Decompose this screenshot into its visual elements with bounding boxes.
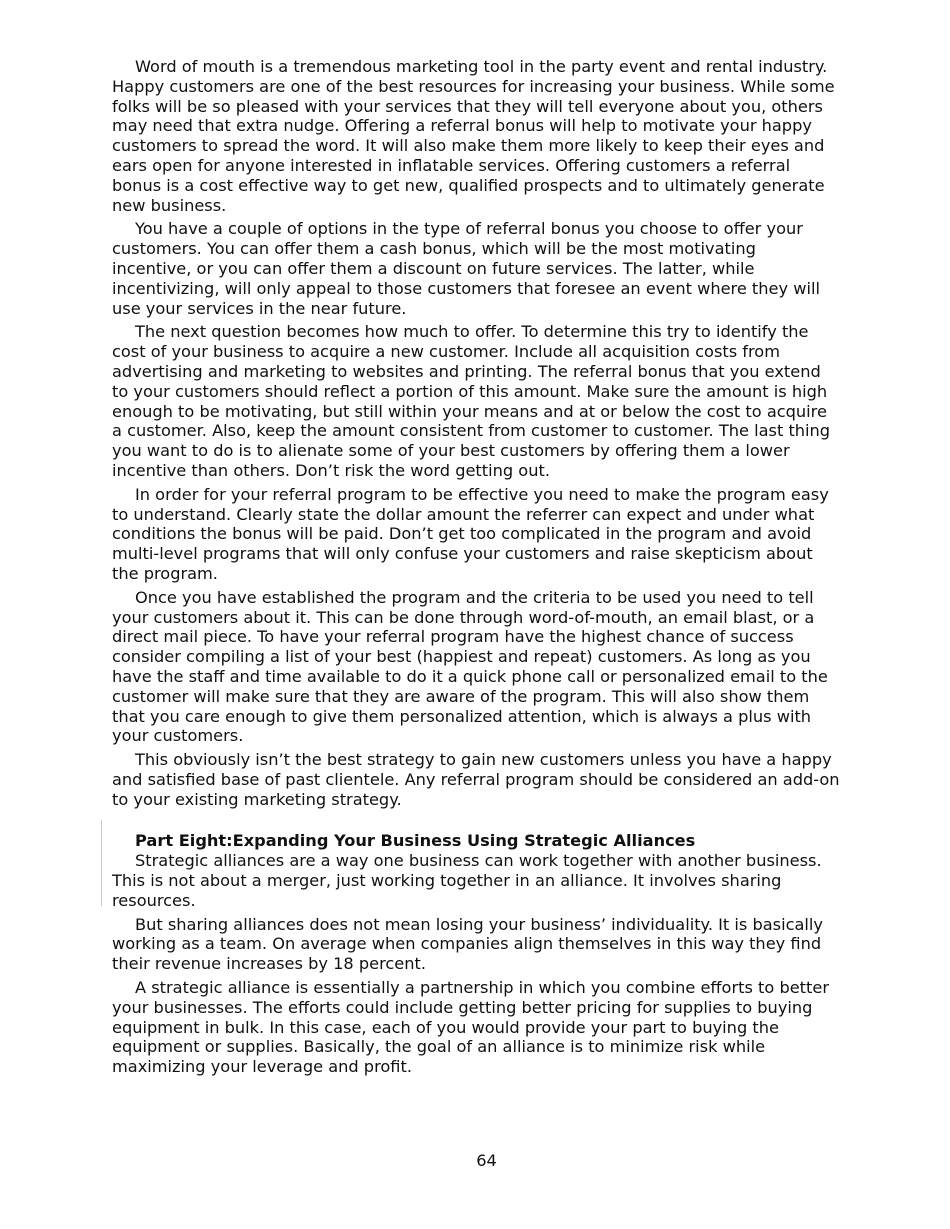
- paragraph-6: This obviously isn’t the best strategy to gain new customers unless you have a happy and satisfied base of past clientele. Any referral program should be considered an add-on to your existing marketing strategy.: [112, 750, 840, 809]
- change-bar: [101, 820, 102, 906]
- document-body: [112, 57, 840, 1081]
- paragraph-1: Word of mouth is a tremendous marketing tool in the party event and rental industry. Happy customers are one of the best resources for increasing your business. While some folks will be so pleased with your services that they will tell everyone about you, others may need that extra nudge. Offering a referral bonus will help to motivate your happy customers to spread the word. It will also make them more likely to keep their eyes and ears open for anyone interested in inflatable services. Offering customers a referral bonus is a cost effective way to get new, qualified prospects and to ultimately generate new business.: [112, 57, 835, 215]
- paragraph-9: A strategic alliance is essentially a partnership in which you combine efforts to better your businesses. The efforts could include getting better pricing for supplies to buying equipment in bulk. In this case, each of you would provide your part to buying the equipment or supplies. Basically, the goal of an alliance is to minimize risk while maximizing your leverage and profit.: [112, 978, 829, 1077]
- paragraph-2: You have a couple of options in the type of referral bonus you choose to offer your customers. You can offer them a cash bonus, which will be the most motivating incentive, or you can offer them a discount on future services. The latter, while incentivizing, will only appeal to those customers that foresee an event where they will use your services in the near future.: [112, 219, 820, 318]
- page-number: 64: [476, 1151, 497, 1170]
- paragraph-5: Once you have established the program and the criteria to be used you need to tell your customers about it. This can be done through word-of-mouth, an email blast, or a direct mail piece. To have your referral program have the highest chance of success consider compiling a list of your best (happiest and repeat) customers. As long as you have the staff and time available to do it a quick phone call or personalized email to the customer will make sure that they are aware of the program. This will also show them that you care enough to give them personalized attention, which is always a plus with your customers.: [112, 587, 828, 746]
- section-heading: Part Eight:Expanding Your Business Using Strategic Alliances: [135, 831, 696, 851]
- paragraph-3: The next question becomes how much to offer. To determine this try to identify the cost of your business to acquire a new customer. Include all acquisition costs from advertising and marketing to websites and printing. The referral bonus that you extend to your customers should reflect a portion of this amount. Make sure the amount is high enough to be motivating, but still within your means and at or below the cost to acquire a customer. Also, keep the amount consistent from customer to customer. The last thing you want to do is to alienate some of your best customers by offering them a lower incentive than others. Don’t risk the word getting out.: [112, 322, 831, 480]
- paragraph-4: In order for your referral program to be effective you need to make the program easy to understand. Clearly state the dollar amount the referrer can expect and under what conditions the bonus will be paid. Don’t get too complicated in the program and avoid multi-level programs that will only confuse your customers and raise skepticism about the program.: [112, 484, 829, 583]
- paragraph-8: But sharing alliances does not mean losing your business’ individuality. It is basically working as a team. On average when companies align themselves in this way they find their revenue increases by 18 percent.: [112, 914, 823, 974]
- paragraph-7: Strategic alliances are a way one business can work together with another business. This is not about a merger, just working together in an alliance. It involves sharing resources.: [112, 851, 822, 910]
